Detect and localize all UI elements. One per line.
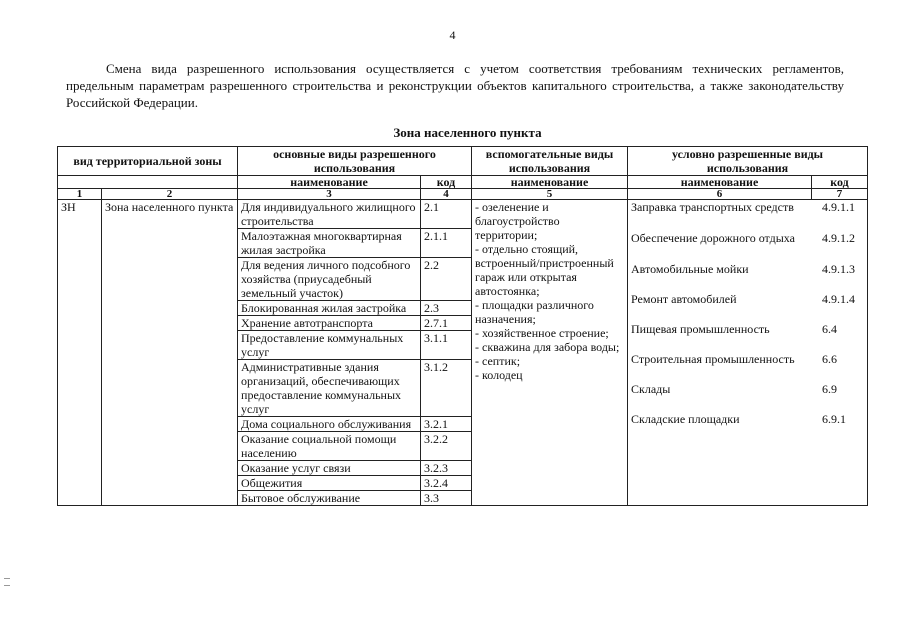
cond-use-item bbox=[631, 292, 864, 306]
main-use-code: 2.2 bbox=[421, 258, 472, 301]
page-number: 4 bbox=[449, 28, 456, 42]
cond-use-code: 4.9.1.4 bbox=[822, 292, 856, 306]
cond-use-item bbox=[631, 200, 864, 214]
cond-use-name: Складские площадки bbox=[631, 412, 740, 426]
cond-use-item bbox=[631, 262, 864, 276]
header-main-code: код bbox=[421, 176, 472, 189]
main-use-name: Административные здания организаций, обеспечивающих предоставление коммунальных услуг bbox=[238, 360, 421, 417]
header-main-uses: основные виды разрешенного использования bbox=[238, 147, 472, 176]
main-use-code: 3.1.1 bbox=[421, 331, 472, 360]
header-cond-code: код bbox=[812, 176, 868, 189]
main-use-name: Для ведения личного подсобного хозяйства (приусадебный земельный участок) bbox=[238, 258, 421, 301]
aux-use-item: - скважина для забора воды; bbox=[475, 340, 620, 354]
main-use-code: 2.7.1 bbox=[421, 316, 472, 331]
col-number: 2 bbox=[102, 189, 238, 200]
header-blank bbox=[58, 176, 238, 189]
aux-use-item: - септик; bbox=[475, 354, 521, 368]
cond-use-item bbox=[631, 352, 864, 366]
col-number: 3 bbox=[238, 189, 421, 200]
main-use-name: Бытовое обслуживание bbox=[238, 491, 421, 506]
aux-use-item: - колодец bbox=[475, 368, 523, 382]
header-aux-uses: вспомогательные виды использования bbox=[472, 147, 628, 176]
main-use-name: Для индивидуального жилищного строительства bbox=[238, 200, 421, 229]
main-use-name: Предоставление коммунальных услуг bbox=[238, 331, 421, 360]
main-use-name: Малоэтажная многоквартирная жилая застройка bbox=[238, 229, 421, 258]
main-use-name: Оказание социальной помощи населению bbox=[238, 432, 421, 461]
cond-use-name: Ремонт автомобилей bbox=[631, 292, 737, 306]
zone-name: Зона населенного пункта bbox=[102, 200, 238, 506]
scan-edge-mark bbox=[4, 578, 10, 586]
main-use-name: Дома социального обслуживания bbox=[238, 417, 421, 432]
cond-use-name: Автомобильные мойки bbox=[631, 262, 749, 276]
cond-use-item bbox=[631, 322, 864, 336]
cond-use-name: Заправка транспортных средств bbox=[631, 200, 794, 214]
main-use-code: 3.3 bbox=[421, 491, 472, 506]
main-use-name: Оказание услуг связи bbox=[238, 461, 421, 476]
cond-use-code: 4.9.1.2 bbox=[822, 231, 856, 245]
main-use-code: 3.2.2 bbox=[421, 432, 472, 461]
cond-use-name: Склады bbox=[631, 382, 671, 396]
col-number: 7 bbox=[812, 189, 868, 200]
aux-use-item: - озеленение и благоустройство территории; bbox=[475, 200, 560, 242]
header-zone-type: вид территориальной зоны bbox=[58, 147, 238, 176]
header-cond-uses: условно разрешенные виды использования bbox=[628, 147, 868, 176]
cond-use-code: 6.9.1 bbox=[822, 412, 847, 426]
cond-use-name: Строительная промышленность bbox=[631, 352, 795, 366]
main-use-code: 2.1.1 bbox=[421, 229, 472, 258]
aux-use-item: - отдельно стоящий, встроенный/пристроенный гараж или открытая автостоянка; bbox=[475, 242, 614, 298]
main-use-code: 2.1 bbox=[421, 200, 472, 229]
intro-paragraph: Смена вида разрешенного использования осуществляется с учетом соответствия требованиям технических регламентов, предельным параметрам разрешенного строительства и реконструкции объектов капитального строительства, а также законодательству Российской Федерации. bbox=[66, 61, 844, 110]
aux-use-item: - площадки различного назначения; bbox=[475, 298, 594, 326]
col-number: 4 bbox=[421, 189, 472, 200]
header-aux-name: наименование bbox=[472, 176, 628, 189]
cond-use-name: Обеспечение дорожного отдыха bbox=[631, 231, 795, 245]
main-use-code: 2.3 bbox=[421, 301, 472, 316]
aux-use-item: - хозяйственное строение; bbox=[475, 326, 609, 340]
cond-uses-cell bbox=[628, 200, 868, 506]
main-use-code: 3.2.4 bbox=[421, 476, 472, 491]
cond-use-code: 6.9 bbox=[822, 382, 838, 396]
col-number: 1 bbox=[58, 189, 102, 200]
table-row bbox=[58, 200, 868, 229]
main-use-name: Блокированная жилая застройка bbox=[238, 301, 421, 316]
header-cond-name: наименование bbox=[628, 176, 812, 189]
main-use-name: Хранение автотранспорта bbox=[238, 316, 421, 331]
aux-uses-cell bbox=[472, 200, 628, 506]
cond-use-name: Пищевая промышленность bbox=[631, 322, 770, 336]
main-use-code: 3.2.3 bbox=[421, 461, 472, 476]
col-number: 6 bbox=[628, 189, 812, 200]
cond-use-code: 4.9.1.1 bbox=[822, 200, 856, 214]
cond-use-code: 4.9.1.3 bbox=[822, 262, 856, 276]
cond-use-code: 6.4 bbox=[822, 322, 838, 336]
cond-use-item bbox=[631, 382, 864, 396]
main-use-code: 3.2.1 bbox=[421, 417, 472, 432]
main-use-name: Общежития bbox=[238, 476, 421, 491]
table-title: Зона населенного пункта bbox=[393, 125, 542, 140]
header-main-name: наименование bbox=[238, 176, 421, 189]
cond-use-item bbox=[631, 231, 864, 245]
main-use-code: 3.1.2 bbox=[421, 360, 472, 417]
zone-table bbox=[57, 146, 868, 506]
zone-code: ЗН bbox=[58, 200, 102, 506]
col-number: 5 bbox=[472, 189, 628, 200]
cond-use-code: 6.6 bbox=[822, 352, 838, 366]
cond-use-item bbox=[631, 412, 864, 426]
